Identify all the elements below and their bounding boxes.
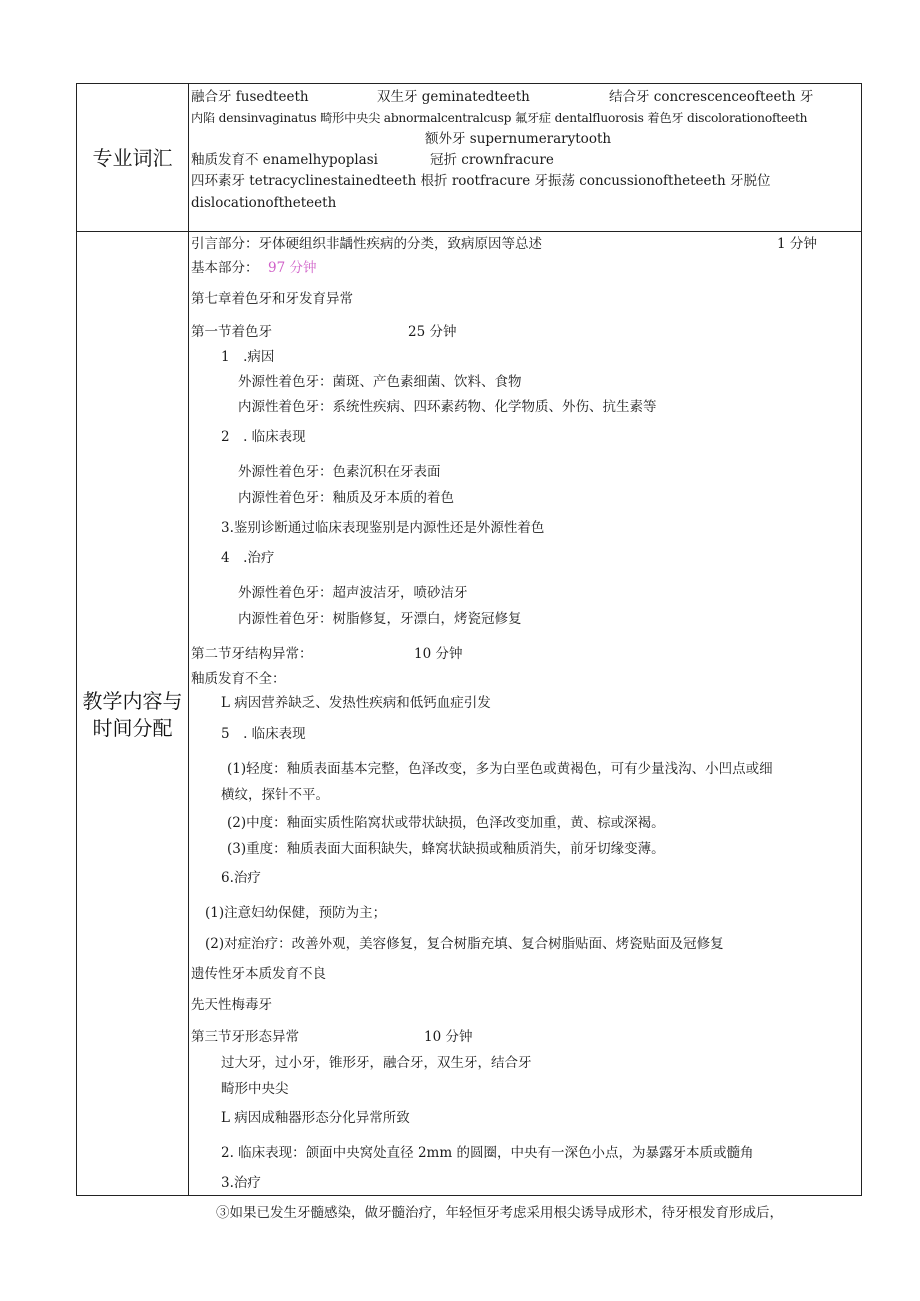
section3-title: 第三节牙形态异常 <box>191 1029 299 1045</box>
section3-item: 过大牙，过小牙，锥形牙，融合牙，双生牙，结合牙 <box>221 1055 532 1071</box>
section1-item: 外源性着色牙：色素沉积在牙表面 <box>238 464 441 480</box>
section2-item: (2)对症治疗：改善外观，美容修复，复合树脂充填、复合树脂贴面、烤瓷贴面及冠修复 <box>205 936 724 952</box>
section1-item: 外源性着色牙：菌斑、产色素细菌、饮料、食物 <box>238 374 522 390</box>
table-border-bottom <box>76 1195 862 1196</box>
section1-item: 内源性着色牙：釉质及牙本质的着色 <box>238 490 454 506</box>
section2-item: L 病因营养缺乏、发热性疾病和低钙血症引发 <box>221 695 491 711</box>
vocab-line: 结合牙 concrescenceofteeth 牙 <box>609 89 814 105</box>
section2-title: 第二节牙结构异常： <box>191 646 313 662</box>
footer-text: ③如果已发生牙髓感染，做牙髓治疗，年轻恒牙考虑采用根尖诱导成形术，待牙根发育形成后， <box>216 1205 783 1221</box>
content-label-line1: 教学内容与 <box>82 689 183 713</box>
section2-item: (2)中度：釉面实质性陷窝状或带状缺损，色泽改变加重，黄、棕或深褐。 <box>227 815 665 831</box>
vocab-line: 四环素牙 tetracyclinestainedteeth 根折 rootfracure 牙振荡 concussionoftheteeth 牙脱位 <box>191 173 771 189</box>
section2-item: (1)轻度：釉质表面基本完整，色泽改变，多为白垩色或黄褐色，可有少量浅沟、小凹点或细 <box>227 761 773 777</box>
vocab-line: 冠折 crownfracure <box>430 152 554 168</box>
section2-item: (3)重度：釉质表面大面积缺失，蜂窝状缺损或釉质消失，前牙切缘变薄。 <box>227 841 665 857</box>
section3-item: L 病因成釉器形态分化异常所致 <box>221 1110 410 1126</box>
content-section-label <box>77 688 188 742</box>
vocab-line: 双生牙 geminatedteeth <box>377 89 530 105</box>
section3-item: 3.治疗 <box>221 1175 261 1191</box>
section3-time: 10 分钟 <box>424 1029 473 1045</box>
section2-item: 6.治疗 <box>221 870 261 886</box>
section2-item: 先天性梅毒牙 <box>191 997 272 1013</box>
section1-time: 25 分钟 <box>408 324 457 340</box>
table-row-divider <box>76 231 862 232</box>
section1-item: 内源性着色牙：系统性疾病、四环素药物、化学物质、外伤、抗生素等 <box>238 399 657 415</box>
section2-time: 10 分钟 <box>414 646 463 662</box>
basic-time: 97 分钟 <box>268 260 317 276</box>
intro-time: 1 分钟 <box>777 236 817 252</box>
section1-item: 外源性着色牙：超声波洁牙，喷砂洁牙 <box>238 585 468 601</box>
intro-text: 引言部分：牙体硬组织非龋性疾病的分类，致病原因等总述 <box>191 236 542 252</box>
vocab-line: 额外牙 supernumerarytooth <box>425 131 612 147</box>
section3-item: 2. 临床表现：颌面中央窝处直径 2mm 的圆圈，中央有一深色小点，为暴露牙本质或髓角 <box>221 1145 754 1161</box>
table-column-divider <box>188 83 189 1196</box>
section1-item: 4 .治疗 <box>221 550 275 566</box>
section2-item: 5 . 临床表现 <box>221 726 306 742</box>
table-border-top <box>76 83 862 84</box>
table-border-left <box>76 83 77 1196</box>
section2-item: 遗传性牙本质发育不良 <box>191 966 326 982</box>
section2-item: (1)注意妇幼保健，预防为主； <box>205 905 387 921</box>
vocab-line: dislocationoftheteeth <box>191 195 337 211</box>
vocab-section-label: 专业词汇 <box>92 146 173 170</box>
vocab-line: 融合牙 fusedteeth <box>191 89 309 105</box>
vocab-line: 内陷 densinvaginatus 畸形中央尖 abnormalcentralcusp 氟牙症 dentalfluorosis 着色牙 discolorationofteeth <box>191 111 808 125</box>
section3-item: 畸形中央尖 <box>221 1081 289 1097</box>
section1-title: 第一节着色牙 <box>191 324 272 340</box>
section1-item: 内源性着色牙：树脂修复，牙漂白，烤瓷冠修复 <box>238 611 522 627</box>
vocab-line: 釉质发育不 enamelhypoplasi <box>191 152 378 168</box>
basic-text: 基本部分： <box>191 260 259 276</box>
table-border-right <box>861 83 862 1196</box>
content-label-line2: 时间分配 <box>92 716 173 740</box>
section1-item: 1 .病因 <box>221 349 275 365</box>
section1-item: 2 . 临床表现 <box>221 429 306 445</box>
section1-item: 3.鉴别诊断通过临床表现鉴别是内源性还是外源性着色 <box>221 520 545 536</box>
section2-item: 横纹，探针不平。 <box>221 787 329 803</box>
chapter-title: 第七章着色牙和牙发育异常 <box>191 291 353 307</box>
section2-item: 釉质发育不全： <box>191 671 286 687</box>
